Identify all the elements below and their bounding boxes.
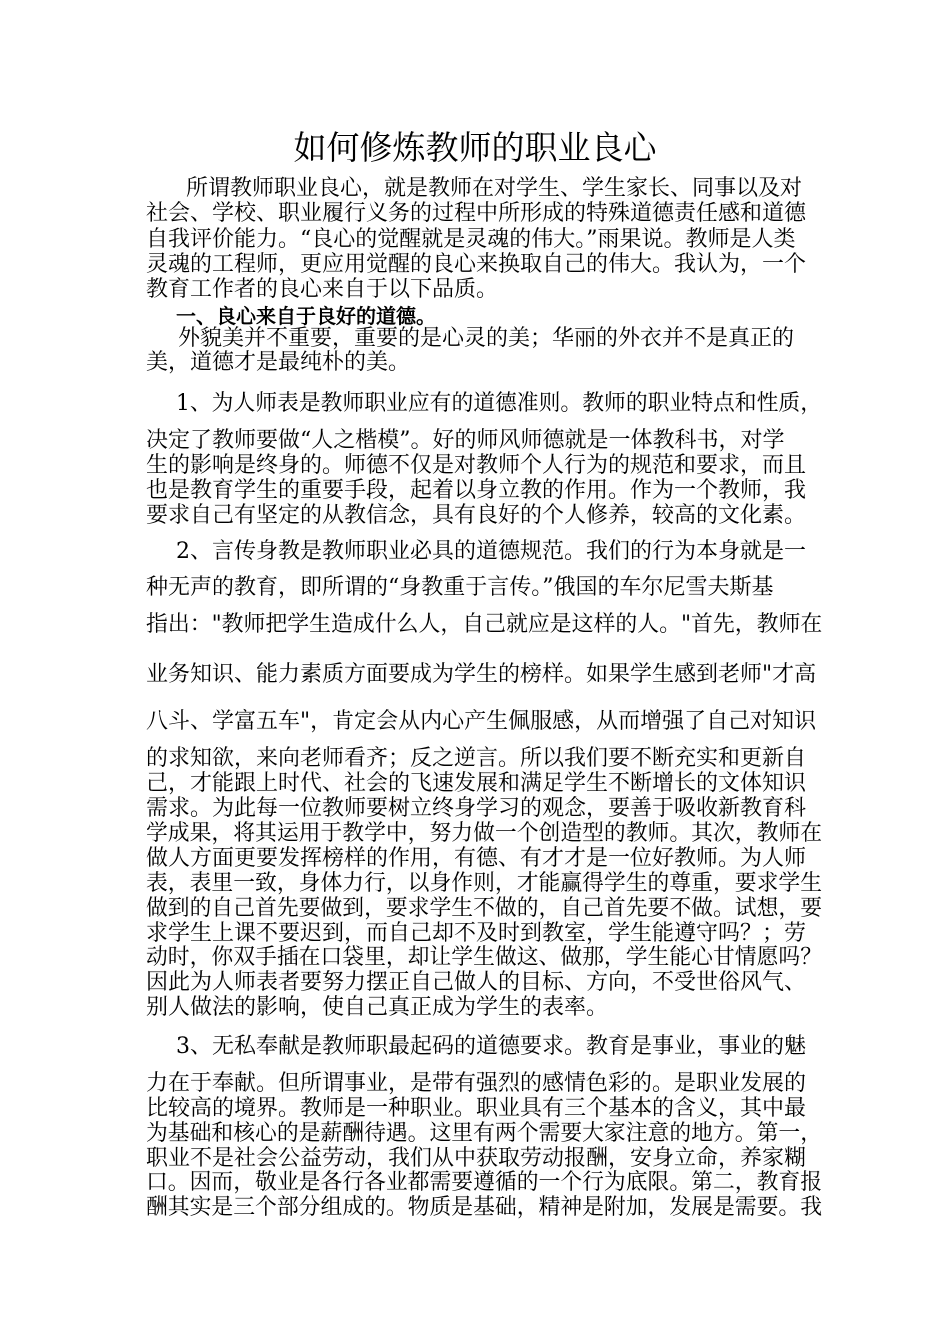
body-line: 的求知欲，来向老师看齐；反之逆言。所以我们要不断充实和更新自 [146,746,807,771]
section-heading: 一、良心来自于良好的道德。 [176,304,436,328]
body-line: 比较高的境界。教师是一种职业。职业具有三个基本的含义，其中最 [146,1096,807,1121]
body-line: 别人做法的影响，使自己真正成为学生的表率。 [146,995,609,1020]
body-line: 种无声的教育，即所谓的“身教重于言传。”俄国的车尔尼雪夫斯基 [146,575,774,600]
body-line: 动时，你双手插在口袋里，却让学生做这、做那，学生能心甘情愿吗？ [146,945,823,970]
body-line: 所谓教师职业良心，就是教师在对学生、学生家长、同事以及对 [186,176,803,201]
body-line: 需求。为此每一位教师要树立终身学习的观念，要善于吸收新教育科 [146,796,807,821]
body-line: 业务知识、能力素质方面要成为学生的榜样。如果学生感到老师"才高 [146,662,817,687]
body-line: 表，表里一致，身体力行，以身作则，才能赢得学生的尊重，要求学生 [146,871,823,896]
body-line: 口。因而，敬业是各行各业都需要遵循的一个行为底限。第二，教育报 [146,1170,823,1195]
body-line: 做到的自己首先要做到，要求学生不做的，自己首先要不做。试想，要 [146,896,823,921]
body-line: 灵魂的工程师，更应用觉醒的良心来换取自己的伟大。我认为，一个 [146,252,807,277]
body-line: 要求自己有坚定的从教信念，具有良好的个人修养，较高的文化素。 [146,503,807,528]
body-line: 力在于奉献。但所谓事业，是带有强烈的感情色彩的。是职业发展的 [146,1071,807,1096]
body-line: 学成果，将其运用于教学中，努力做一个创造型的教师。其次，教师在 [146,821,823,846]
page-title: 如何修炼教师的职业良心 [293,128,657,167]
body-line: 也是教育学生的重要手段，起着以身立教的作用。作为一个教师，我 [146,478,807,503]
body-line: 决定了教师要做“人之楷模”。好的师风师德就是一体教科书，对学 [146,428,785,453]
body-line: 3、无私奉献是教师职最起码的道德要求。教育是事业，事业的魅 [176,1034,806,1059]
body-line: 1、为人师表是教师职业应有的道德准则。教师的职业特点和性质， [176,391,823,416]
body-line: 做人方面更要发挥榜样的作用，有德、有才才是一位好教师。为人师 [146,846,807,871]
body-line: 职业不是社会公益劳动，我们从中获取劳动报酬，安身立命，养家糊 [146,1146,807,1171]
body-line: 生的影响是终身的。师德不仅是对教师个人行为的规范和要求，而且 [146,453,807,478]
body-line: 外貌美并不重要，重要的是心灵的美；华丽的外衣并不是真正的 [178,326,795,351]
body-line: 社会、学校、职业履行义务的过程中所形成的特殊道德责任感和道德 [146,201,807,226]
body-line: 教育工作者的良心来自于以下品质。 [146,277,499,302]
body-line: 八斗、学富五车"，肯定会从内心产生佩服感，从而增强了自己对知识 [146,709,817,734]
body-line: 自我评价能力。“良心的觉醒就是灵魂的伟大。”雨果说。教师是人类 [146,227,796,252]
body-line: 己，才能跟上时代、社会的飞速发展和满足学生不断增长的文体知识 [146,771,807,796]
body-line: 因此为人师表者要努力摆正自己做人的目标、方向，不受世俗风气、 [146,970,807,995]
body-line: 2、言传身教是教师职业必具的道德规范。我们的行为本身就是一 [176,539,806,564]
body-line: 酬其实是三个部分组成的。物质是基础，精神是附加，发展是需要。我 [146,1195,823,1220]
body-line: 为基础和核心的是薪酬待遇。这里有两个需要大家注意的地方。第一， [146,1121,823,1146]
body-line: 指出："教师把学生造成什么人，自己就应是这样的人。"首先，教师在 [146,612,823,637]
body-line: 求学生上课不要迟到，而自己却不及时到教室，学生能遵守吗？；劳 [146,921,807,946]
body-line: 美，道德才是最纯朴的美。 [146,350,411,375]
